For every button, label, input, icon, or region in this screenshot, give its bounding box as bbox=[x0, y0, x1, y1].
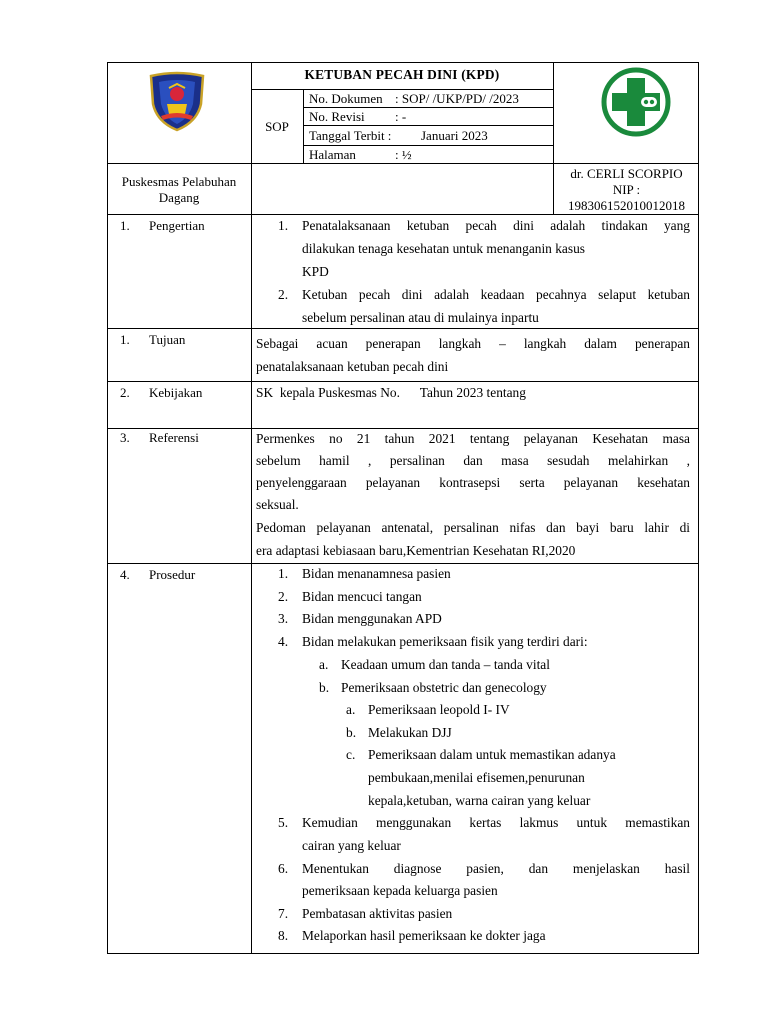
tujuan-text: Sebagai acuan penerapan langkah – langkah dalam penerapan bbox=[256, 336, 690, 351]
step-number: 2. bbox=[278, 589, 289, 604]
subsubstep-text: Pemeriksaan dalam untuk memastikan adanya bbox=[368, 747, 616, 762]
list-item: Penatalaksanaan ketuban pecah dini adalah tindakan yang bbox=[302, 218, 690, 233]
section-label-pengertian: Pengertian bbox=[149, 218, 205, 233]
substep-number: a. bbox=[319, 657, 329, 672]
list-number: 1. bbox=[278, 218, 289, 233]
divider bbox=[251, 62, 252, 214]
list-item: Ketuban pecah dini adalah keadaan pecahnya selaput ketuban bbox=[302, 287, 690, 302]
step-text: Pembatasan aktivitas pasien bbox=[302, 906, 453, 921]
divider bbox=[303, 145, 553, 146]
subsubstep-text: Pemeriksaan leopold I- IV bbox=[368, 702, 510, 717]
sop-label: SOP bbox=[265, 119, 289, 134]
doc-number-label: No. Dokumen bbox=[309, 91, 383, 106]
list-item: KPD bbox=[302, 264, 329, 279]
doc-number-value: : SOP/ /UKP/PD/ /2023 bbox=[395, 91, 519, 106]
step-number: 7. bbox=[278, 906, 289, 921]
substep-text: Pemeriksaan obstetric dan genecology bbox=[341, 680, 547, 695]
step-number: 3. bbox=[278, 611, 289, 626]
substep-text: Keadaan umum dan tanda – tanda vital bbox=[341, 657, 550, 672]
subsubstep-number: c. bbox=[346, 747, 356, 762]
step-text: Bidan mencuci tangan bbox=[302, 589, 422, 604]
issue-date-label: Tanggal Terbit : bbox=[309, 128, 392, 143]
divider bbox=[303, 107, 553, 108]
section-number: 1. bbox=[120, 218, 130, 233]
subsubstep-number: b. bbox=[346, 725, 357, 740]
step-text: Kemudian menggunakan kertas lakmus untuk memastikan bbox=[302, 815, 690, 830]
referensi-text: seksual. bbox=[256, 497, 299, 512]
step-text: Bidan menanamnesa pasien bbox=[302, 566, 451, 581]
section-number: 3. bbox=[120, 430, 130, 445]
referensi-text: era adaptasi kebiasaan baru,Kementrian Kesehatan RI,2020 bbox=[256, 543, 576, 558]
step-number: 6. bbox=[278, 861, 289, 876]
step-number: 5. bbox=[278, 815, 289, 830]
section-label-tujuan: Tujuan bbox=[149, 332, 186, 347]
step-text: Menentukan diagnose pasien, dan menjelaskan hasil bbox=[302, 861, 690, 876]
divider bbox=[303, 125, 553, 126]
subsubstep-text: kepala,ketuban, warna cairan yang keluar bbox=[368, 793, 591, 808]
signer-name: dr. CERLI SCORPIO bbox=[570, 166, 683, 181]
revision-value: : - bbox=[395, 109, 407, 124]
step-number: 1. bbox=[278, 566, 289, 581]
page-label: Halaman bbox=[309, 147, 356, 162]
list-number: 2. bbox=[278, 287, 289, 302]
step-text: pemeriksaan kepada keluarga pasien bbox=[302, 883, 498, 898]
referensi-text: penyelenggaraan pelayanan kontrasepsi serta pelayanan kesehatan bbox=[256, 475, 690, 490]
section-label-kebijakan: Kebijakan bbox=[149, 385, 203, 400]
subsubstep-text: Melakukan DJJ bbox=[368, 725, 452, 740]
page-value: : ½ bbox=[395, 147, 412, 162]
sop-document bbox=[107, 62, 699, 954]
step-text: Bidan menggunakan APD bbox=[302, 611, 442, 626]
step-text: cairan yang keluar bbox=[302, 838, 401, 853]
subsubstep-number: a. bbox=[346, 702, 356, 717]
step-number: 8. bbox=[278, 928, 289, 943]
section-label-prosedur: Prosedur bbox=[149, 567, 196, 582]
referensi-text: Pedoman pelayanan antenatal, persalinan nifas dan bayi baru lahir di bbox=[256, 520, 690, 535]
section-number: 4. bbox=[120, 567, 130, 582]
signer-nip-label: NIP : bbox=[612, 182, 641, 197]
revision-label: No. Revisi bbox=[309, 109, 365, 124]
section-label-referensi: Referensi bbox=[149, 430, 199, 445]
document-title: KETUBAN PECAH DINI (KPD) bbox=[304, 67, 500, 82]
divider bbox=[251, 214, 252, 954]
subsubstep-text: pembukaan,menilai efisemen,penurunan bbox=[368, 770, 585, 785]
signer-nip: 198306152010012018 bbox=[568, 198, 685, 213]
list-item: dilakukan tenaga kesehatan untuk menanganin kasus bbox=[302, 241, 585, 256]
issue-date-value: Januari 2023 bbox=[421, 128, 488, 143]
section-number: 2. bbox=[120, 385, 130, 400]
substep-number: b. bbox=[319, 680, 330, 695]
tujuan-text: penatalaksanaan ketuban pecah dini bbox=[256, 359, 449, 374]
org-name: Puskesmas Pelabuhan bbox=[121, 174, 237, 189]
step-text: Bidan melakukan pemeriksaan fisik yang terdiri dari: bbox=[302, 634, 588, 649]
org-name-cont: Dagang bbox=[158, 190, 200, 205]
step-number: 4. bbox=[278, 634, 289, 649]
list-item: sebelum persalinan atau di mulainya inpartu bbox=[302, 310, 539, 325]
step-text: Melaporkan hasil pemeriksaan ke dokter jaga bbox=[302, 928, 546, 943]
referensi-text: sebelum hamil , persalinan dan masa sesudah melahirkan , bbox=[256, 453, 690, 468]
divider bbox=[107, 163, 699, 164]
divider bbox=[251, 89, 553, 90]
kebijakan-text: SK kepala Puskesmas No. Tahun 2023 tentang bbox=[256, 385, 526, 400]
section-number: 1. bbox=[120, 332, 130, 347]
divider bbox=[303, 89, 304, 164]
referensi-text: Permenkes no 21 tahun 2021 tentang pelayanan Kesehatan masa bbox=[256, 431, 690, 446]
regional-emblem-icon bbox=[145, 70, 209, 132]
puskesmas-cross-logo-icon bbox=[597, 66, 675, 138]
